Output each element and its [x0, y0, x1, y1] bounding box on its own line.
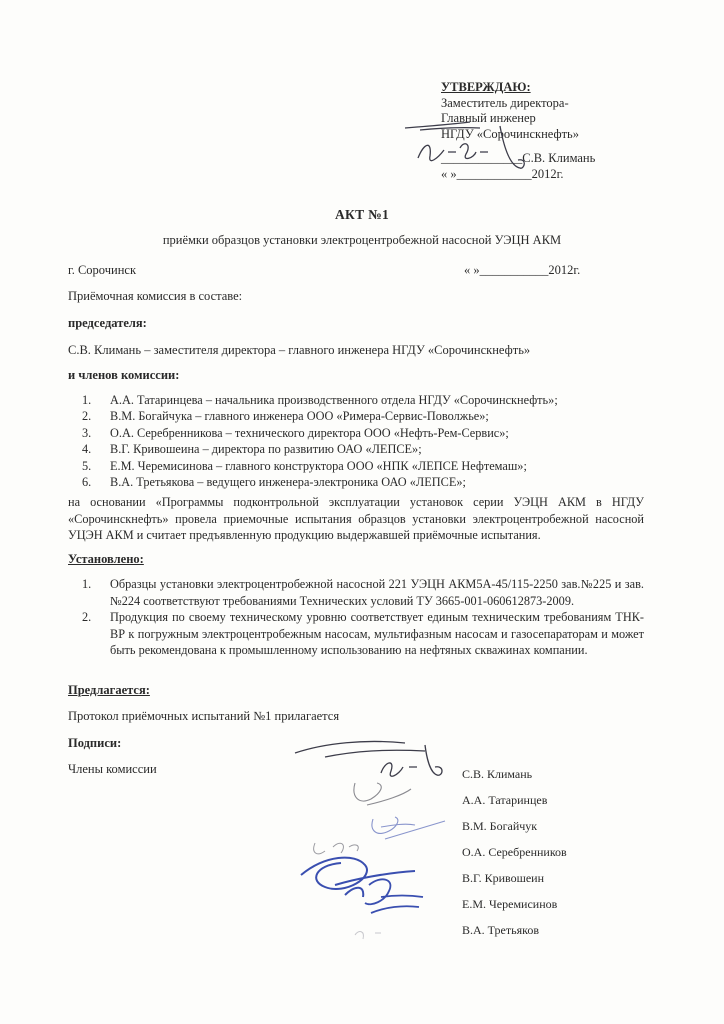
commission-signatures — [285, 735, 455, 955]
list-item: А.А. Татаринцев — [462, 793, 548, 807]
approval-date: « »____________2012г. — [441, 166, 564, 181]
act-date: « »___________2012г. — [464, 263, 581, 277]
approval-signer: _____________С.В. Климань — [441, 151, 596, 165]
list-item: 6. В.А. Третьякова – ведущего инженера-электроника ОАО «ЛЕПСЕ»; — [82, 475, 466, 490]
approval-signature — [400, 118, 540, 180]
commission-intro: Приёмочная комиссия в составе: — [68, 289, 243, 303]
document-subtitle: приёмки образцов установки электроцентробежной насосной УЭЦН АКМ — [162, 233, 562, 247]
list-item: Е.М. Черемисинов — [462, 897, 558, 911]
list-item: 5. Е.М. Черемисинова – главного конструктора ООО «НПК «ЛЕПСЕ Нефтемаш»; — [82, 458, 527, 473]
members-heading: и членов комиссии: — [68, 368, 180, 382]
document-title: АКТ №1 — [334, 207, 390, 222]
members-list — [82, 392, 558, 490]
list-item: 1. А.А. Татаринцева – начальника производственного отдела НГДУ «Сорочинскнефть»; — [82, 393, 558, 407]
approval-position-line2: Главный инженер — [441, 111, 536, 125]
list-item: 3. О.А. Серебренникова – технического директора ООО «Нефть-Рем-Сервис»; — [82, 425, 509, 440]
list-item: В.А. Третьяков — [462, 923, 539, 937]
signers-list — [462, 761, 567, 943]
chair-heading: председателя: — [68, 316, 147, 330]
list-item: С.В. Климань — [462, 767, 533, 781]
list-item: 4. В.Г. Кривошеина – директора по развитию ОАО «ЛЕПСЕ»; — [82, 442, 422, 457]
list-item: В.Г. Кривошеин — [462, 871, 545, 885]
approval-position-line1: Заместитель директора- — [441, 95, 569, 110]
proposed-heading: Предлагается: — [68, 683, 150, 697]
list-item: О.А. Серебренников — [462, 845, 567, 859]
chair-text: С.В. Климань – заместителя директора – главного инженера НГДУ «Сорочинскнефть» — [68, 343, 531, 357]
signatures-heading: Подписи: — [68, 736, 122, 750]
list-item: 1. Образцы установки электроцентробежной насосной 221 УЭЦН АКМ5А-45/115-2250 зав.№225 и зав.№224 соответствуют требованиями Технических условий ТУ 3665-001-060612873-2009. — [82, 577, 644, 608]
findings-list — [82, 576, 644, 659]
approval-position-line3: НГДУ «Сорочинскнефть» — [441, 126, 580, 141]
approval-heading: УТВЕРЖДАЮ: — [441, 80, 531, 94]
list-item: В.М. Богайчук — [462, 819, 538, 833]
members-label: Члены комиссии — [68, 762, 157, 776]
list-item: 2. Продукция по своему техническому уровню соответствует единым техническим требованиям ТНК-ВР к погружным электроцентробежным насосам, мультифазным насосам и газосепараторам и может быть рекомендована к промышленному использованию на нефтяных скважинах компании. — [82, 610, 644, 657]
city: г. Сорочинск — [68, 263, 137, 277]
basis-paragraph: на основании «Программы подконтрольной эксплуатации установок серии УЭЦН АКМ в НГДУ «Сорочинскнефть» провела приемочные испытания образцов установки электроцентробежной насосной УЦЭН АКМ и считает предъявленную продукцию выдержавшей приёмочные испытания. — [68, 495, 644, 542]
established-heading: Установлено: — [68, 552, 144, 566]
protocol-text: Протокол приёмочных испытаний №1 прилагается — [68, 709, 340, 723]
list-item: 2. В.М. Богайчука – главного инженера ООО «Римера-Сервис-Поволжье»; — [82, 409, 489, 424]
